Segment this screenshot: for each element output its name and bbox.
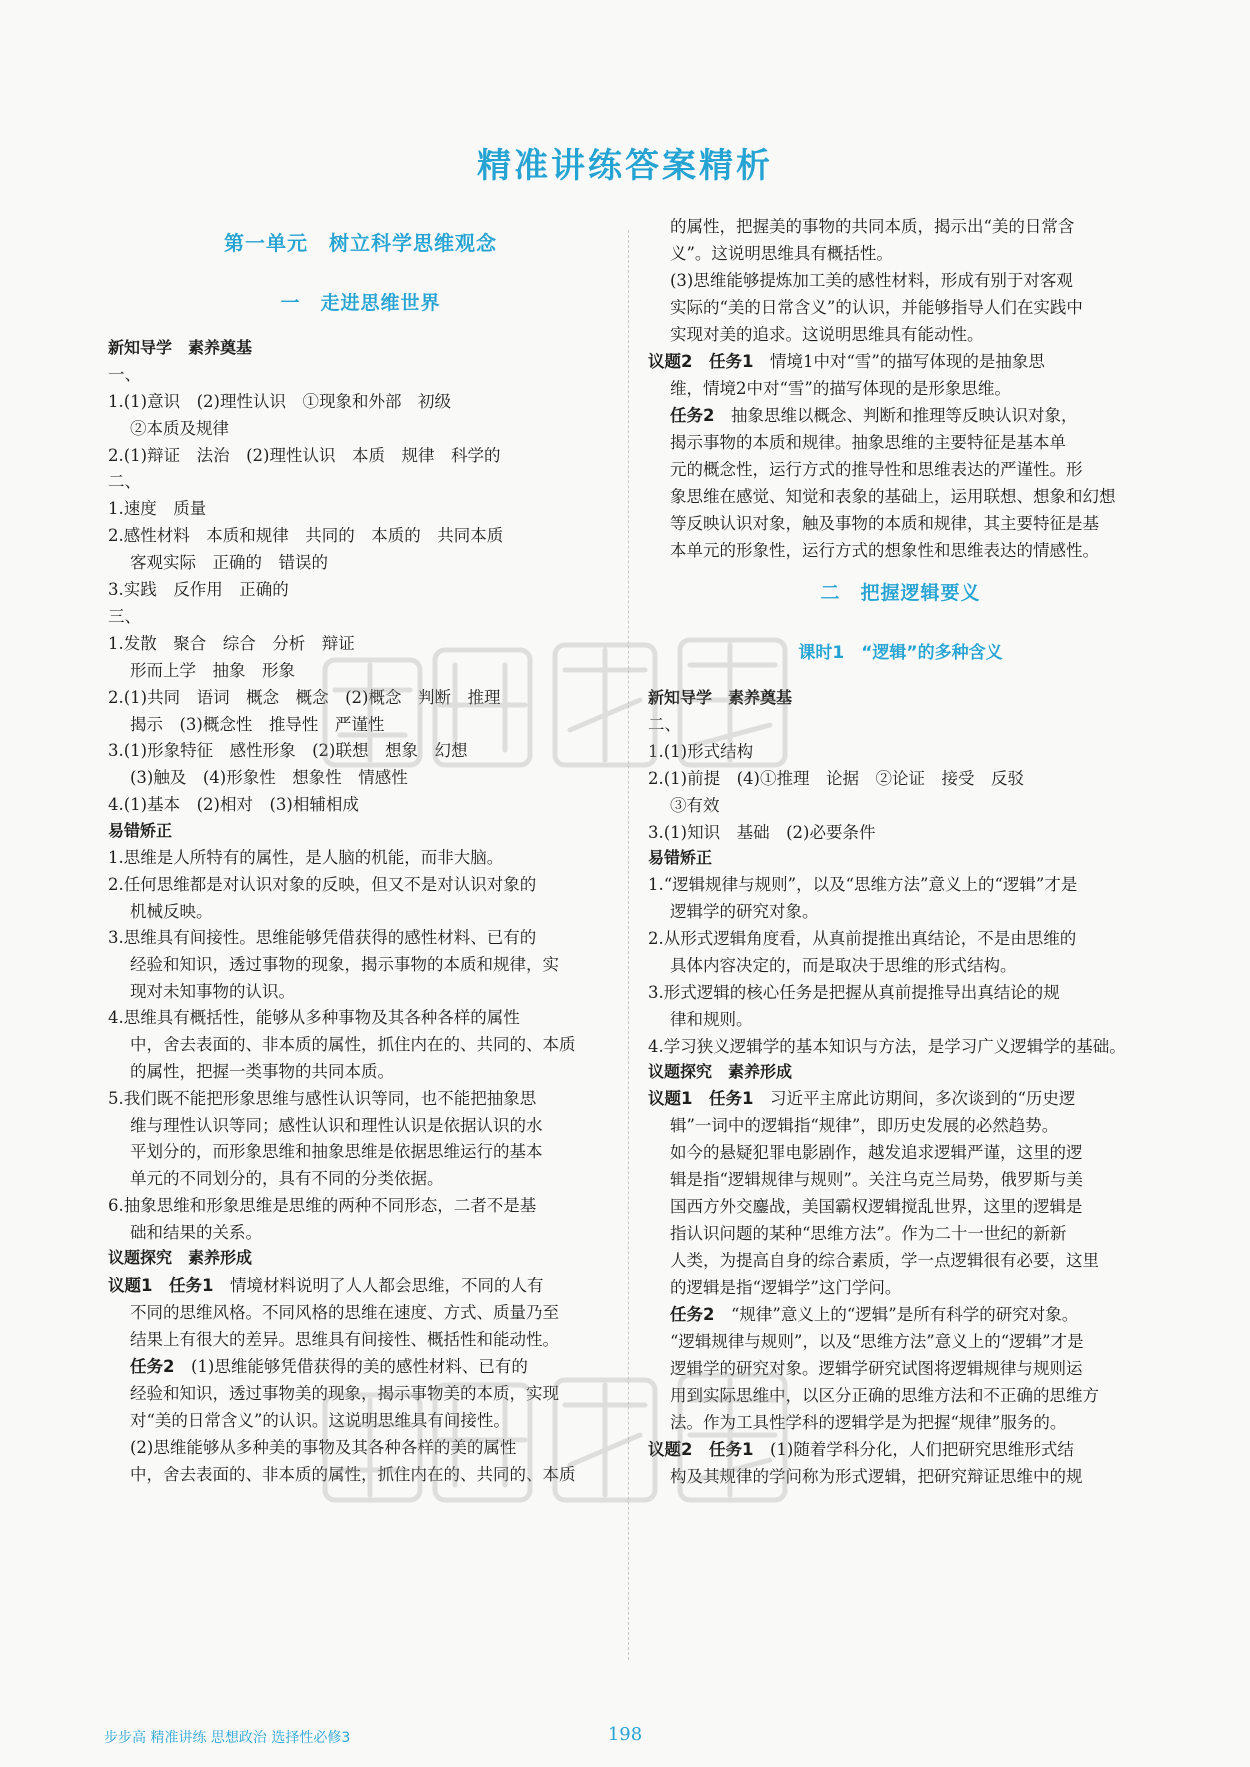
text-line: 不同的思维风格。不同风格的思维在速度、方式、质量乃至 bbox=[130, 1303, 559, 1322]
task-label: 任务2 bbox=[670, 1305, 715, 1324]
text-line: 1.速度 质量 bbox=[108, 499, 207, 518]
section-title: 二 把握逻辑要义 bbox=[820, 582, 981, 604]
text-line: 结果上有很大的差异。思维具有间接性、概括性和能动性。 bbox=[130, 1330, 559, 1349]
text-line bbox=[108, 1271, 628, 1301]
text-line: 三、 bbox=[108, 607, 141, 626]
subsection-heading: 新知导学 素养奠基 bbox=[108, 338, 253, 357]
text-line: 如今的悬疑犯罪电影剧作，越发追求逻辑严谨，这里的逻 bbox=[670, 1143, 1083, 1162]
text-line: 2.(1)辩证 法治 (2)理性认识 本质 规律 科学的 bbox=[108, 446, 501, 465]
text-line: 对“美的日常含义”的认识。这说明思维具有间接性。 bbox=[130, 1411, 510, 1430]
text-line: 现对未知事物的认识。 bbox=[130, 982, 295, 1001]
text-line: 单元的不同划分的，具有不同的分类依据。 bbox=[130, 1169, 444, 1188]
text-line: (3)触及 (4)形象性 想象性 情感性 bbox=[130, 768, 408, 787]
text-line: 用到实际思维中，以区分正确的思维方法和不正确的思维方 bbox=[670, 1386, 1099, 1405]
text-line: 辑”一词中的逻辑指“规律”，即历史发展的必然趋势。 bbox=[670, 1116, 1059, 1135]
text-line: 中，舍去表面的、非本质的属性，抓住内在的、共同的、本质 bbox=[130, 1035, 576, 1054]
text-line: 1.(1)意识 (2)理性认识 ①现象和外部 初级 bbox=[108, 392, 451, 411]
subsection-heading: 新知导学 素养奠基 bbox=[648, 688, 793, 707]
text-line: 3.实践 反作用 正确的 bbox=[108, 580, 289, 599]
text-line: 构及其规律的学问称为形式逻辑，把研究辩证思维中的规 bbox=[670, 1467, 1083, 1486]
text-line bbox=[648, 1084, 1168, 1114]
footer-book-title: 步步高 精准讲练 思想政治 选择性必修3 bbox=[104, 1730, 351, 1746]
text-run: 情境1中对“雪”的描写体现的是抽象思 bbox=[753, 352, 1045, 371]
text-line: 形而上学 抽象 形象 bbox=[130, 661, 295, 680]
task-label: 任务2 bbox=[670, 406, 715, 425]
text-run: 习近平主席此访期间，多次谈到的“历史逻 bbox=[753, 1089, 1076, 1108]
text-line: 2.(1)前提 (4)①推理 论据 ②论证 接受 反驳 bbox=[648, 769, 1024, 788]
text-line: 1.(1)形式结构 bbox=[648, 742, 754, 761]
text-line: 象思维在感觉、知觉和表象的基础上，运用联想、想象和幻想 bbox=[670, 487, 1116, 506]
text-line: 逻辑学的研究对象。 bbox=[670, 902, 819, 921]
text-line: 律和规则。 bbox=[670, 1010, 753, 1029]
text-line: 揭示事物的本质和规律。抽象思维的主要特征是基本单 bbox=[670, 433, 1066, 452]
text-line: 二、 bbox=[648, 715, 681, 734]
text-line: 中，舍去表面的、非本质的属性，抓住内在的、共同的、本质 bbox=[130, 1465, 576, 1484]
text-line: 2.感性材料 本质和规律 共同的 本质的 共同本质 bbox=[108, 526, 504, 545]
text-line: (3)思维能够提炼加工美的感性材料，形成有别于对客观 bbox=[670, 271, 1073, 290]
text-line: 4.学习狭义逻辑学的基本知识与方法，是学习广义逻辑学的基础。 bbox=[648, 1037, 1126, 1056]
subsection-heading: 易错矫正 bbox=[108, 821, 173, 840]
section-title: 一 走进思维世界 bbox=[280, 292, 441, 314]
text-line: 的属性，把握一类事物的共同本质。 bbox=[130, 1062, 394, 1081]
text-line: 义”。这说明思维具有概括性。 bbox=[670, 244, 893, 263]
text-line: 本单元的形象性，运行方式的想象性和思维表达的情感性。 bbox=[670, 541, 1099, 560]
text-line bbox=[670, 1300, 1190, 1330]
text-line: 二、 bbox=[108, 472, 141, 491]
text-line: ②本质及规律 bbox=[130, 419, 229, 438]
text-line: 客观实际 正确的 错误的 bbox=[130, 553, 328, 572]
text-line: 础和结果的关系。 bbox=[130, 1223, 262, 1242]
text-line bbox=[648, 1435, 1168, 1465]
text-line: 2.从形式逻辑角度看，从真前提推出真结论，不是由思维的 bbox=[648, 929, 1077, 948]
text-line: 4.(1)基本 (2)相对 (3)相辅相成 bbox=[108, 795, 359, 814]
text-line: “逻辑规律与规则”，以及“思维方法”意义上的“逻辑”才是 bbox=[670, 1332, 1084, 1351]
text-line bbox=[648, 347, 1168, 377]
text-line: 3.(1)知识 基础 (2)必要条件 bbox=[648, 823, 876, 842]
task-label: 任务2 bbox=[130, 1357, 175, 1376]
text-line: 的逻辑是指“逻辑学”这门学问。 bbox=[670, 1278, 902, 1297]
text-line: 揭示 (3)概念性 推导性 严谨性 bbox=[130, 715, 385, 734]
text-line: 经验和知识，透过事物美的现象，揭示事物美的本质，实现 bbox=[130, 1384, 559, 1403]
unit-title: 第一单元 树立科学思维观念 bbox=[224, 231, 497, 255]
text-line: 5.我们既不能把形象思维与感性认识等同，也不能把抽象思 bbox=[108, 1089, 537, 1108]
text-line: 3.(1)形象特征 感性形象 (2)联想 想象 幻想 bbox=[108, 741, 468, 760]
text-line bbox=[130, 1352, 650, 1382]
text-line: 实际的“美的日常含义”的认识，并能够指导人们在实践中 bbox=[670, 298, 1083, 317]
page-title: 精准讲练答案精析 bbox=[477, 146, 773, 186]
text-line: 3.思维具有间接性。思维能够凭借获得的感性材料、已有的 bbox=[108, 928, 537, 947]
text-line: 具体内容决定的，而是取决于思维的形式结构。 bbox=[670, 956, 1017, 975]
text-line: 法。作为工具性学科的逻辑学是为把握“规律”服务的。 bbox=[670, 1413, 1067, 1432]
text-line: 维，情境2中对“雪”的描写体现的是形象思维。 bbox=[670, 379, 1011, 398]
text-run: 抽象思维以概念、判断和推理等反映认识对象， bbox=[714, 406, 1078, 425]
text-line: 经验和知识，透过事物的现象，揭示事物的本质和规律，实 bbox=[130, 955, 559, 974]
task-label: 议题1 任务1 bbox=[108, 1276, 214, 1295]
text-line: 平划分的，而形象思维和抽象思维是依据思维运行的基本 bbox=[130, 1142, 543, 1161]
text-line: 一、 bbox=[108, 365, 141, 384]
text-run: (1)思维能够凭借获得的美的感性材料、已有的 bbox=[174, 1357, 528, 1376]
text-line: 的属性，把握美的事物的共同本质，揭示出“美的日常含 bbox=[670, 217, 1075, 236]
text-line: 国西方外交鏖战，美国霸权逻辑搅乱世界，这里的逻辑是 bbox=[670, 1197, 1083, 1216]
subsection-heading: 议题探究 素养形成 bbox=[108, 1248, 253, 1267]
text-line: 6.抽象思维和形象思维是思维的两种不同形态，二者不是基 bbox=[108, 1196, 537, 1215]
text-run: 情境材料说明了人人都会思维，不同的人有 bbox=[213, 1276, 544, 1295]
text-line: 实现对美的追求。这说明思维具有能动性。 bbox=[670, 325, 984, 344]
text-line: 元的概念性，运行方式的推导性和思维表达的严谨性。形 bbox=[670, 460, 1083, 479]
text-line: 机械反映。 bbox=[130, 902, 213, 921]
text-line: 指认识问题的某种“思维方法”。作为二十一世纪的新新 bbox=[670, 1224, 1067, 1243]
text-line: 逻辑学的研究对象。逻辑学研究试图将逻辑规律与规则运 bbox=[670, 1359, 1083, 1378]
text-line: 1.思维是人所特有的属性，是人脑的机能，而非大脑。 bbox=[108, 848, 504, 867]
text-line: ③有效 bbox=[670, 796, 720, 815]
text-line: 2.任何思维都是对认识对象的反映，但又不是对认识对象的 bbox=[108, 875, 537, 894]
text-line: (2)思维能够从多种美的事物及其各种各样的美的属性 bbox=[130, 1438, 517, 1457]
subsection-heading: 议题探究 素养形成 bbox=[648, 1062, 793, 1081]
text-line bbox=[670, 401, 1190, 431]
text-line: 3.形式逻辑的核心任务是把握从真前提推导出真结论的规 bbox=[648, 983, 1060, 1002]
text-line: 1.“逻辑规律与规则”，以及“思维方法”意义上的“逻辑”才是 bbox=[648, 875, 1078, 894]
lesson-title: 课时1 “逻辑”的多种含义 bbox=[798, 643, 1003, 663]
text-line: 辑是指“逻辑规律与规则”。关注乌克兰局势，俄罗斯与美 bbox=[670, 1170, 1083, 1189]
text-line: 1.发散 聚合 综合 分析 辩证 bbox=[108, 634, 355, 653]
text-line: 等反映认识对象，触及事物的本质和规律，其主要特征是基 bbox=[670, 514, 1099, 533]
text-line: 人类，为提高自身的综合素质，学一点逻辑很有必要，这里 bbox=[670, 1251, 1099, 1270]
text-run: “规律”意义上的“逻辑”是所有科学的研究对象。 bbox=[714, 1305, 1079, 1324]
text-line: 4.思维具有概括性，能够从多种事物及其各种各样的属性 bbox=[108, 1008, 520, 1027]
text-line: 维与理性认识等同；感性认识和理性认识是依据认识的水 bbox=[130, 1116, 543, 1135]
page-number: 198 bbox=[607, 1724, 643, 1745]
subsection-heading: 易错矫正 bbox=[648, 848, 713, 867]
task-label: 议题2 任务1 bbox=[648, 1440, 754, 1459]
text-line: 2.(1)共同 语词 概念 概念 (2)概念 判断 推理 bbox=[108, 688, 501, 707]
text-run: (1)随着学科分化，人们把研究思维形式结 bbox=[753, 1440, 1074, 1459]
task-label: 议题2 任务1 bbox=[648, 352, 754, 371]
task-label: 议题1 任务1 bbox=[648, 1089, 754, 1108]
